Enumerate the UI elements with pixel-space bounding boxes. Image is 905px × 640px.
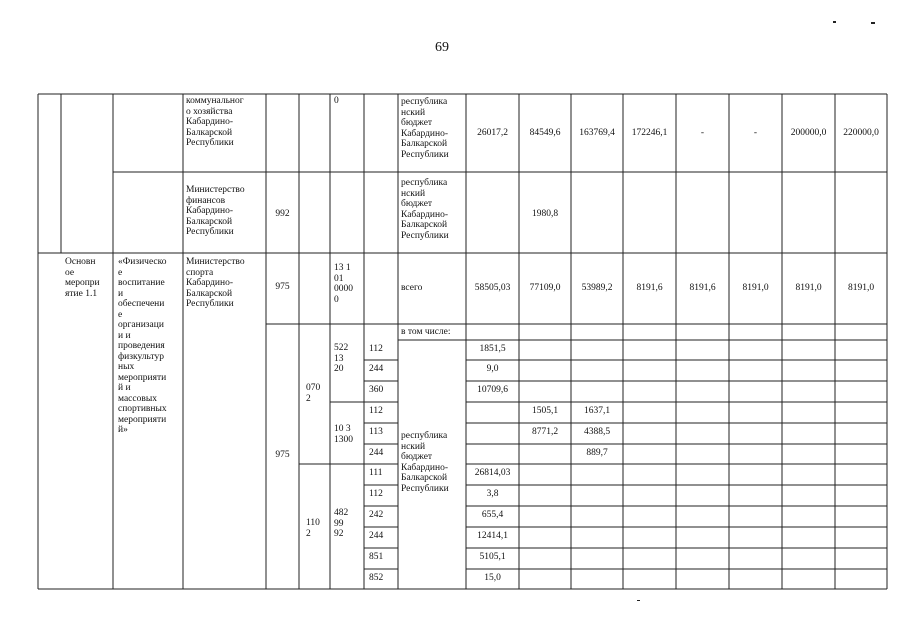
expense-type-cell: 112	[369, 344, 383, 354]
value-cell: 15,0	[484, 573, 501, 583]
csr-cell: 482 99 92	[334, 508, 349, 539]
expense-type-cell: 851	[369, 552, 384, 562]
expense-type-cell: 111	[369, 468, 383, 478]
expense-type-cell: 112	[369, 489, 383, 499]
rzpr-cell: 070 2	[306, 383, 321, 404]
value-cell: 9,0	[486, 364, 499, 374]
including-label: в том числе:	[401, 327, 451, 337]
status-cell: Основн ое меропри ятие 1.1	[65, 257, 100, 299]
value-cell: 1980,8	[531, 209, 559, 219]
value-cell: 8191,0	[847, 283, 875, 293]
value-cell: 77109,0	[529, 283, 561, 293]
value-cell: 53989,2	[581, 283, 613, 293]
funding-source-cell: республика нский бюджет Кабардино- Балкарской Республики	[401, 97, 449, 160]
value-cell: 220000,0	[843, 128, 879, 138]
value-cell: 4388,5	[583, 427, 611, 437]
value-cell: 1637,1	[583, 406, 611, 416]
executor-cell: коммунальног о хозяйства Кабардино- Балкарской Республики	[186, 96, 244, 148]
measure-name-cell: «Физическо е воспитание и обеспечени е организаци и и проведения физкультур ных мероприяти й и массовых спортивных мероприяти й»	[118, 257, 167, 435]
expense-type-cell: 113	[369, 427, 383, 437]
csr-cell: 10 3 1300	[334, 424, 353, 445]
grbs-cell: 992	[275, 209, 290, 219]
executor-cell: Министерство спорта Кабардино- Балкарской Республики	[186, 257, 245, 309]
value-cell: 8771,2	[531, 427, 559, 437]
expense-type-cell: 244	[369, 364, 384, 374]
executor-cell: Министерство финансов Кабардино- Балкарской Республики	[186, 185, 245, 237]
value-cell: 5105,1	[479, 552, 506, 562]
value-cell: 8191,6	[689, 283, 716, 293]
value-cell: 655,4	[481, 510, 504, 520]
value-cell: 58505,03	[474, 283, 511, 293]
expense-type-cell: 244	[369, 448, 384, 458]
value-cell: 1505,1	[531, 406, 559, 416]
code-cell: 13 1 01 0000 0	[334, 263, 353, 305]
expense-type-cell: 360	[369, 385, 384, 395]
page-number: 69	[435, 40, 449, 55]
value-cell: 1851,5	[479, 344, 506, 354]
value-cell: 889,7	[586, 448, 608, 458]
value-cell: 26017,2	[477, 128, 508, 138]
grbs-cell: 975	[275, 450, 290, 460]
code-cell: 0	[334, 96, 339, 106]
value-cell: 172246,1	[631, 128, 668, 138]
csr-cell: 522 13 20	[334, 343, 349, 374]
expense-type-cell: 242	[369, 510, 384, 520]
value-cell: 3,8	[486, 489, 499, 499]
expense-type-cell: 852	[369, 573, 384, 583]
funding-source-cell: республика нский бюджет Кабардино- Балкарской Республики	[401, 431, 449, 494]
grbs-cell: 975	[275, 282, 290, 292]
value-cell: 10709,6	[477, 385, 508, 395]
value-cell: 12414,1	[477, 531, 508, 541]
value-cell: -	[753, 128, 758, 138]
expense-type-cell: 112	[369, 406, 383, 416]
value-cell: 8191,0	[742, 283, 769, 293]
rzpr-cell: 110 2	[306, 518, 320, 539]
expense-type-cell: 244	[369, 531, 384, 541]
value-cell: 26814,03	[474, 468, 511, 478]
value-cell: 200000,0	[790, 128, 827, 138]
funding-source-cell: республика нский бюджет Кабардино- Балкарской Республики	[401, 178, 449, 241]
value-cell: 84549,6	[529, 128, 561, 138]
total-label: всего	[401, 283, 423, 293]
value-cell: 8191,6	[636, 283, 663, 293]
value-cell: 163769,4	[579, 128, 615, 138]
value-cell: -	[700, 128, 705, 138]
value-cell: 8191,0	[795, 283, 822, 293]
